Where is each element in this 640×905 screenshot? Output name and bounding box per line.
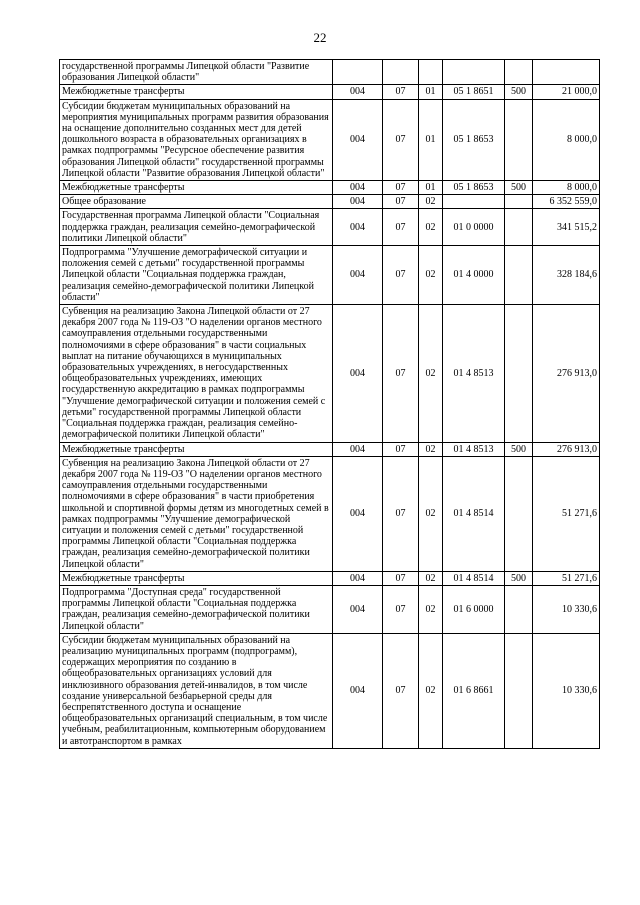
section-code-cell: 07 — [383, 246, 419, 305]
row-name-cell: Межбюджетные трансферты — [60, 571, 333, 585]
expense-type-cell: 500 — [505, 85, 533, 99]
section-code-cell: 07 — [383, 456, 419, 571]
section-code-cell: 07 — [383, 633, 419, 748]
subsection-code-cell: 01 — [419, 181, 443, 195]
expense-type-cell — [505, 456, 533, 571]
ministry-code-cell: 004 — [333, 85, 383, 99]
section-code-cell: 07 — [383, 181, 419, 195]
table-row — [60, 442, 600, 456]
section-code-cell — [383, 60, 419, 85]
expense-type-cell — [505, 305, 533, 442]
row-name-cell: государственной программы Липецкой области "Развитие образования Липецкой области" — [60, 60, 333, 85]
section-code-cell: 07 — [383, 195, 419, 209]
expense-type-cell — [505, 246, 533, 305]
subsection-code-cell: 02 — [419, 246, 443, 305]
table-row — [60, 99, 600, 180]
row-name-cell: Межбюджетные трансферты — [60, 181, 333, 195]
section-code-cell: 07 — [383, 585, 419, 633]
table-row — [60, 305, 600, 442]
target-article-cell — [443, 195, 505, 209]
section-code-cell: 07 — [383, 85, 419, 99]
table-row — [60, 60, 600, 85]
amount-cell: 10 330,6 — [533, 585, 600, 633]
target-article-cell: 01 4 8513 — [443, 305, 505, 442]
ministry-code-cell: 004 — [333, 181, 383, 195]
section-code-cell: 07 — [383, 209, 419, 246]
table-row — [60, 571, 600, 585]
ministry-code-cell: 004 — [333, 209, 383, 246]
row-name-cell: Субсидии бюджетам муниципальных образований на мероприятия муниципальных программ развития образования на оснащение дополнительно созданных мест для детей дошкольного возраста в образовательных организациях в рамках подпрограммы "Ресурсное обеспечение развития образования Липецкой области" государственной программы Липецкой области "Развитие образования Липецкой области" — [60, 99, 333, 180]
target-article-cell: 01 4 8513 — [443, 442, 505, 456]
ministry-code-cell: 004 — [333, 585, 383, 633]
row-name-cell: Государственная программа Липецкой области "Социальная поддержка граждан, реализация семейно-демографической политики Липецкой области" — [60, 209, 333, 246]
expense-type-cell — [505, 633, 533, 748]
target-article-cell: 01 0 0000 — [443, 209, 505, 246]
table-row — [60, 85, 600, 99]
expense-type-cell — [505, 60, 533, 85]
ministry-code-cell: 004 — [333, 442, 383, 456]
expense-type-cell — [505, 195, 533, 209]
subsection-code-cell: 02 — [419, 456, 443, 571]
target-article-cell: 01 6 8661 — [443, 633, 505, 748]
subsection-code-cell: 02 — [419, 209, 443, 246]
expense-type-cell — [505, 585, 533, 633]
amount-cell: 341 515,2 — [533, 209, 600, 246]
amount-cell — [533, 60, 600, 85]
expense-type-cell: 500 — [505, 181, 533, 195]
amount-cell: 51 271,6 — [533, 571, 600, 585]
subsection-code-cell: 02 — [419, 195, 443, 209]
table-row — [60, 209, 600, 246]
ministry-code-cell: 004 — [333, 571, 383, 585]
expense-type-cell — [505, 99, 533, 180]
amount-cell: 21 000,0 — [533, 85, 600, 99]
amount-cell: 276 913,0 — [533, 442, 600, 456]
target-article-cell: 05 1 8653 — [443, 99, 505, 180]
subsection-code-cell: 02 — [419, 442, 443, 456]
ministry-code-cell: 004 — [333, 99, 383, 180]
target-article-cell: 05 1 8651 — [443, 85, 505, 99]
table-row — [60, 633, 600, 748]
amount-cell: 6 352 559,0 — [533, 195, 600, 209]
ministry-code-cell: 004 — [333, 195, 383, 209]
amount-cell: 276 913,0 — [533, 305, 600, 442]
subsection-code-cell: 02 — [419, 585, 443, 633]
row-name-cell: Межбюджетные трансферты — [60, 442, 333, 456]
row-name-cell: Межбюджетные трансферты — [60, 85, 333, 99]
target-article-cell — [443, 60, 505, 85]
target-article-cell: 01 6 0000 — [443, 585, 505, 633]
row-name-cell: Субвенция на реализацию Закона Липецкой области от 27 декабря 2007 года № 119-ОЗ "О наделении органов местного самоуправления отдельными государственными полномочиями в сфере образования" в части приобретения школьной и спортивной формы детям из многодетных семей в рамках подпрограммы "Улучшение демографической ситуации и положения семей с детьми" государственной программы Липецкой области "Социальная поддержка граждан, реализация семейно-демографической политики Липецкой области" — [60, 456, 333, 571]
table-row — [60, 181, 600, 195]
amount-cell: 8 000,0 — [533, 181, 600, 195]
amount-cell: 51 271,6 — [533, 456, 600, 571]
amount-cell: 8 000,0 — [533, 99, 600, 180]
ministry-code-cell: 004 — [333, 633, 383, 748]
page-number: 22 — [313, 30, 327, 45]
table-row — [60, 585, 600, 633]
target-article-cell: 01 4 8514 — [443, 456, 505, 571]
target-article-cell: 01 4 0000 — [443, 246, 505, 305]
expense-type-cell: 500 — [505, 442, 533, 456]
table-row — [60, 195, 600, 209]
amount-cell: 328 184,6 — [533, 246, 600, 305]
row-name-cell: Общее образование — [60, 195, 333, 209]
ministry-code-cell: 004 — [333, 305, 383, 442]
target-article-cell: 05 1 8653 — [443, 181, 505, 195]
row-name-cell: Субсидии бюджетам муниципальных образований на реализацию муниципальных программ (подпрограмм), содержащих мероприятия по созданию в общеобразовательных организациях условий для инклюзивного образования детей-инвалидов, в том числе создание универсальной безбарьерной среды для беспрепятственного доступа и оснащение общеобразовательных организаций специальным, в том числе учебным, реабилитационным, компьютерным оборудованием и автотранспортом в рамках — [60, 633, 333, 748]
subsection-code-cell: 02 — [419, 633, 443, 748]
amount-cell: 10 330,6 — [533, 633, 600, 748]
ministry-code-cell: 004 — [333, 456, 383, 571]
section-code-cell: 07 — [383, 99, 419, 180]
subsection-code-cell: 01 — [419, 85, 443, 99]
section-code-cell: 07 — [383, 571, 419, 585]
table-row — [60, 456, 600, 571]
row-name-cell: Подпрограмма "Улучшение демографической ситуации и положения семей с детьми" государственной программы Липецкой области "Социальная поддержка граждан, реализация семейно-демографической политики Липецкой области" — [60, 246, 333, 305]
row-name-cell: Подпрограмма "Доступная среда" государственной программы Липецкой области "Социальная поддержка граждан, реализация семейно-демографической политики Липецкой области" — [60, 585, 333, 633]
expense-type-cell — [505, 209, 533, 246]
subsection-code-cell — [419, 60, 443, 85]
budget-table — [59, 59, 600, 749]
table-row — [60, 246, 600, 305]
target-article-cell: 01 4 8514 — [443, 571, 505, 585]
subsection-code-cell: 01 — [419, 99, 443, 180]
subsection-code-cell: 02 — [419, 305, 443, 442]
row-name-cell: Субвенция на реализацию Закона Липецкой области от 27 декабря 2007 года № 119-ОЗ "О наделении органов местного самоуправления отдельными государственными полномочиями в сфере образования" в части социальных выплат на питание обучающихся в муниципальных образовательных учреждениях, в негосударственных общеобразовательных учреждениях, имеющих государственную аккредитацию в рамках подпрограммы "Улучшение демографической ситуации и положения семей с детьми" государственной программы Липецкой области "Социальная поддержка граждан, реализация семейно-демографической политики Липецкой области" — [60, 305, 333, 442]
ministry-code-cell: 004 — [333, 246, 383, 305]
section-code-cell: 07 — [383, 305, 419, 442]
subsection-code-cell: 02 — [419, 571, 443, 585]
expense-type-cell: 500 — [505, 571, 533, 585]
section-code-cell: 07 — [383, 442, 419, 456]
ministry-code-cell — [333, 60, 383, 85]
